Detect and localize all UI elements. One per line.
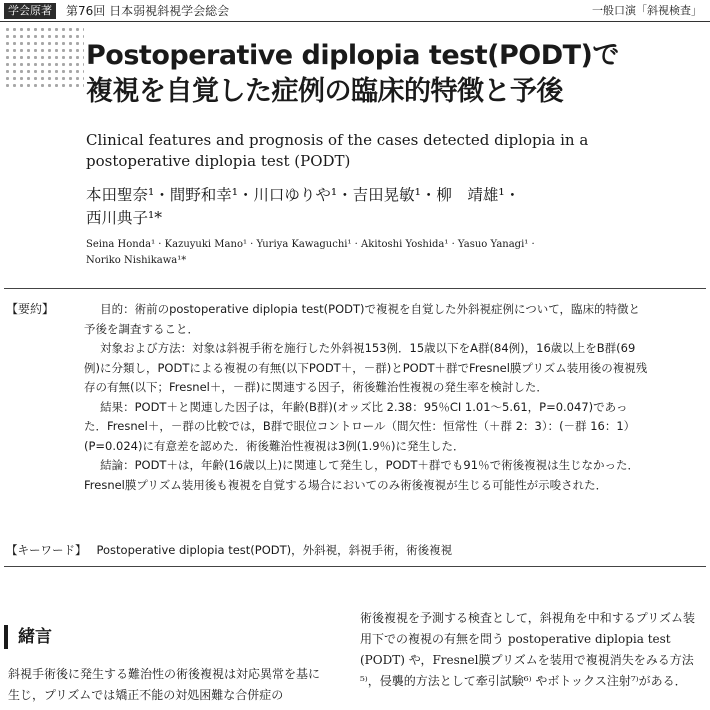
body-paragraph-right: 術後複視を予測する検査として，斜視角を中和するプリズム装用下での複視の有無を問う postoperative diplopia test (PODT) や，Fresnel膜プリズムを装用で複視消失をみる方法⁵⁾，侵襲的方法として牽引試験⁶⁾ やボトックス注射⁷⁾がある． [360, 611, 696, 688]
authors-english-line2: Noriko Nishikawa¹* [86, 255, 187, 266]
abstract-body [84, 300, 650, 495]
abstract-results: 結果：PODT＋と関連した因子は，年齢(B群)(オッズ比 2.38：95％CI 1.01～5.61，P=0.047)であった．Fresnel＋，－群の比較では，B群で眼位コントロール（間欠性：恒常性（＋群 2：3）：(－群 16：1）(P=0.024)に有意差を認めた．術後難治性複視は3例(1.9％)に発生した． [84, 399, 636, 453]
decorative-dot-pattern [4, 26, 84, 90]
section-heading-introduction: 緒言 [4, 625, 52, 649]
conference-name: 第76回 日本弱視斜視学会総会 [66, 4, 230, 18]
abstract-bottom-rule [4, 566, 706, 567]
article-title-line2: 複視を自覚した症例の臨床的特徴と予後 [86, 76, 563, 107]
authors-english [86, 237, 706, 269]
abstract-methods: 対象および方法：対象は斜視手術を施行した外斜視153例．15歳以下をA群(84例)，16歳以上をB群(69例)に分類し，PODTによる複視の有無(以下PODT＋，－群)とPODT＋群でFresnel膜プリズム装用後の複視残存の有無(以下；Fresnel＋，－群)に関連する因子，術後難治性複視の発生率を検討した． [84, 341, 648, 394]
body-column-right [360, 608, 700, 692]
keywords-list: Postoperative diplopia test(PODT)，外斜視，斜視手術，術後複視 [96, 543, 453, 557]
authors-japanese-line1: 本田聖奈¹・間野和幸¹・川口ゆりや¹・吉田晃敏¹・柳 靖雄¹・ [86, 186, 521, 204]
keywords [6, 541, 706, 560]
article-type-badge: 学会原著 [4, 3, 56, 19]
abstract-top-rule [4, 288, 706, 289]
english-title [86, 130, 686, 172]
english-title-line1: Clinical features and prognosis of the cases detected diplopia in a [86, 131, 589, 149]
session-category: 一般口演「斜視検査」 [592, 4, 702, 17]
abstract-purpose: 目的：術前のpostoperative diplopia test(PODT)で複視を自覚した外斜視症例について，臨床的特徴と予後を調査すること． [84, 302, 641, 336]
article-title-line1: Postoperative diplopia test(PODT)で [86, 40, 619, 71]
body-paragraph-left: 斜視手術後に発生する難治性の術後複視は対応異常を基に生じ，プリズムでは矯正不能の対処困難な合併症の [8, 667, 321, 702]
authors-japanese [86, 184, 706, 230]
authors-english-line1: Seina Honda¹ · Kazuyuki Mano¹ · Yuriya Kawaguchi¹ · Akitoshi Yoshida¹ · Yasuo Yanagi¹ · [86, 239, 535, 250]
article-title [86, 38, 706, 110]
authors-japanese-line2: 西川典子¹* [86, 209, 162, 227]
header-rule [0, 21, 710, 22]
english-title-line2: postoperative diplopia test (PODT) [86, 152, 351, 170]
abstract-label: 【要約】 [6, 302, 55, 316]
keywords-label: 【キーワード】 [6, 543, 87, 557]
body-column-left [8, 664, 328, 706]
abstract-conclusion: 結論：PODT＋は，年齢(16歳以上)に関連して発生し，PODT＋群でも91％で術後複視は生じなかった．Fresnel膜プリズム装用後も複視を自覚する場合においてのみ術後複視が生じる可能性が示唆された． [84, 458, 640, 492]
